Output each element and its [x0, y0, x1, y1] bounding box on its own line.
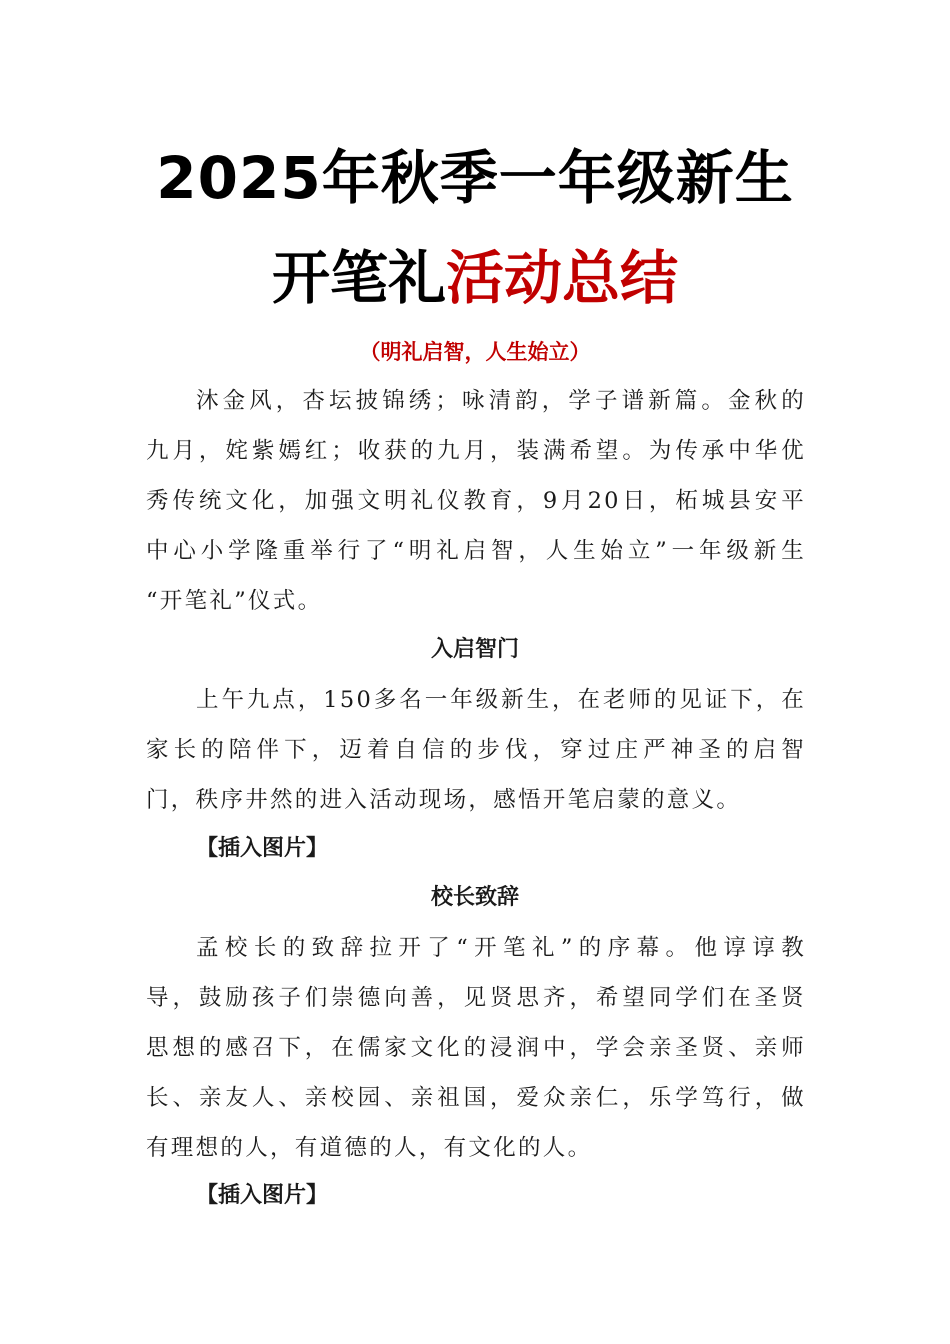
paragraph-line: 门，秩序井然的进入活动现场，感悟开笔启蒙的意义。	[146, 787, 742, 813]
paragraph-line: 沐金风，杏坛披锦绣；咏清韵，学子谱新篇。金秋的	[196, 388, 806, 414]
paragraph-line: 导，鼓励孩子们崇德向善，见贤思齐，希望同学们在圣贤	[146, 985, 806, 1011]
document-title-line-1: 2025年秋季一年级新生	[156, 144, 794, 212]
paragraph-line: 家长的陪伴下，迈着自信的步伐，穿过庄严神圣的启智	[146, 737, 806, 763]
image-placeholder-2: 【插入图片】	[196, 1183, 329, 1208]
title-black-part: 开笔礼	[271, 244, 446, 312]
title-red-part: 活动总结	[446, 244, 679, 312]
section1-paragraph	[146, 675, 806, 825]
section-heading-qizhimen: 入启智门	[430, 637, 519, 662]
document-title-line-2	[0, 238, 950, 318]
intro-paragraph	[146, 376, 806, 626]
paragraph-line: 九月，姹紫嫣红；收获的九月，装满希望。为传承中华优	[146, 438, 806, 464]
paragraph-line: 有理想的人，有道德的人，有文化的人。	[146, 1135, 593, 1161]
paragraph-line: 上午九点，150多名一年级新生，在老师的见证下，在	[196, 687, 806, 713]
paragraph-line: 思想的感召下，在儒家文化的浸润中，学会亲圣贤、亲师	[146, 1035, 806, 1061]
paragraph-line: 孟校长的致辞拉开了“开笔礼”的序幕。他谆谆教	[196, 935, 806, 961]
image-placeholder-1: 【插入图片】	[196, 836, 329, 861]
section-heading-principal-speech: 校长致辞	[430, 885, 519, 910]
paragraph-line: “开笔礼”仪式。	[146, 588, 323, 614]
paragraph-line: 中心小学隆重举行了“明礼启智，人生始立”一年级新生	[146, 538, 806, 564]
paragraph-line: 秀传统文化，加强文明礼仪教育，9月20日，柘城县安平	[146, 488, 806, 514]
document-subtitle: （明礼启智，人生始立）	[359, 339, 591, 364]
paragraph-line: 长、亲友人、亲校园、亲祖国，爱众亲仁，乐学笃行，做	[146, 1085, 806, 1111]
section2-paragraph	[146, 923, 806, 1173]
